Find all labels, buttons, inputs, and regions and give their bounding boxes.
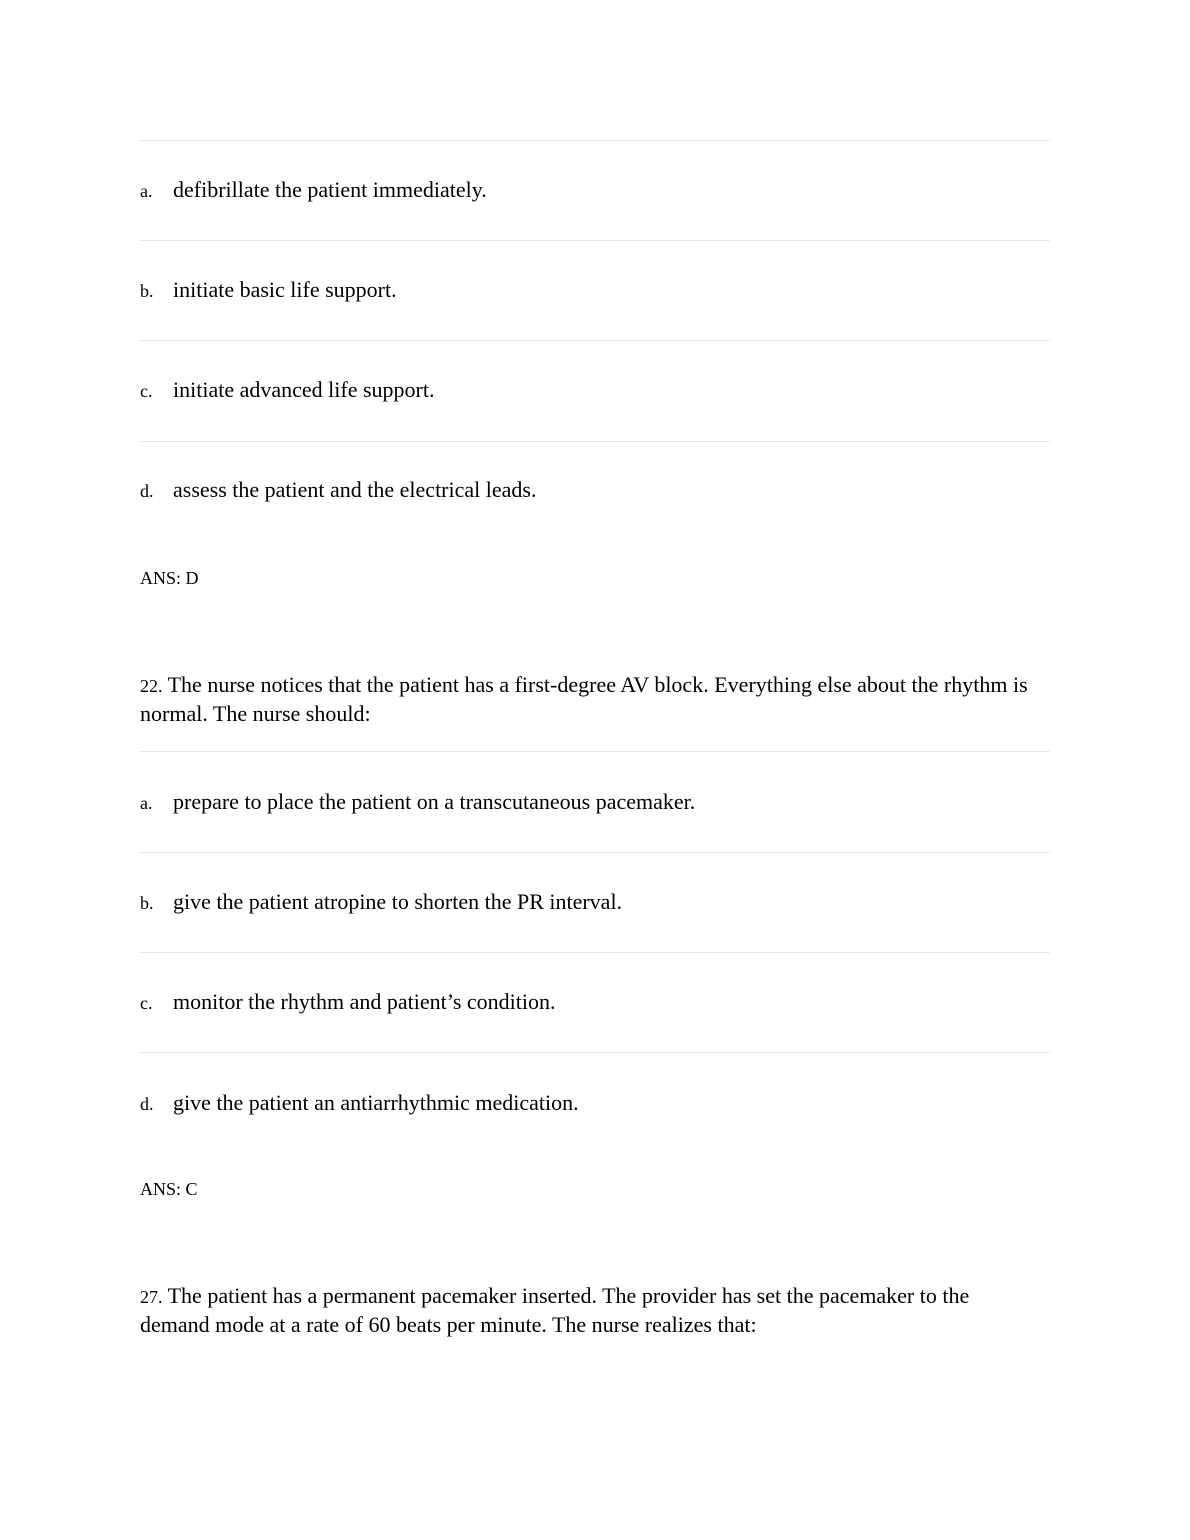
answer-option-b [140, 277, 1050, 303]
question-text: The patient has a permanent pacemaker inserted. The provider has set the pacemaker to the demand mode at a rate of 60 beats per minute. The nurse realizes that: [140, 1283, 970, 1337]
divider [140, 240, 1050, 241]
divider [140, 340, 1050, 341]
answer-option-b [140, 889, 1050, 915]
divider [140, 140, 1050, 141]
answer-option-c [140, 377, 1050, 403]
option-letter: b. [140, 281, 154, 301]
option-letter: a. [140, 793, 153, 813]
question-22 [140, 671, 1040, 727]
option-letter: b. [140, 893, 154, 913]
option-letter: c. [140, 993, 153, 1013]
question-27 [140, 1282, 1040, 1338]
option-text: monitor the rhythm and patient’s condition. [173, 989, 556, 1014]
question-number: 22. [140, 676, 163, 696]
answer-option-d [140, 477, 1050, 503]
answer-option-c [140, 989, 1050, 1015]
option-text: assess the patient and the electrical leads. [173, 477, 537, 502]
answer-option-a [140, 789, 1050, 815]
divider [140, 952, 1050, 953]
option-text: initiate advanced life support. [173, 377, 435, 402]
option-text: initiate basic life support. [173, 277, 397, 302]
option-letter: d. [140, 1094, 154, 1114]
option-text: give the patient an antiarrhythmic medication. [173, 1090, 579, 1115]
option-letter: c. [140, 381, 153, 401]
answer-key: ANS: C [140, 1179, 198, 1199]
option-letter: d. [140, 481, 154, 501]
divider [140, 1052, 1050, 1053]
divider [140, 441, 1050, 442]
answer-key: ANS: D [140, 568, 199, 588]
question-number: 27. [140, 1287, 163, 1307]
divider [140, 751, 1050, 752]
answer-option-d [140, 1090, 1050, 1116]
question-text: The nurse notices that the patient has a first-degree AV block. Everything else about the rhythm is normal. The nurse should: [140, 672, 1028, 726]
divider [140, 852, 1050, 853]
option-text: prepare to place the patient on a transcutaneous pacemaker. [173, 789, 696, 814]
answer-option-a [140, 177, 1050, 203]
option-text: defibrillate the patient immediately. [173, 177, 487, 202]
option-text: give the patient atropine to shorten the PR interval. [173, 889, 623, 914]
option-letter: a. [140, 181, 153, 201]
